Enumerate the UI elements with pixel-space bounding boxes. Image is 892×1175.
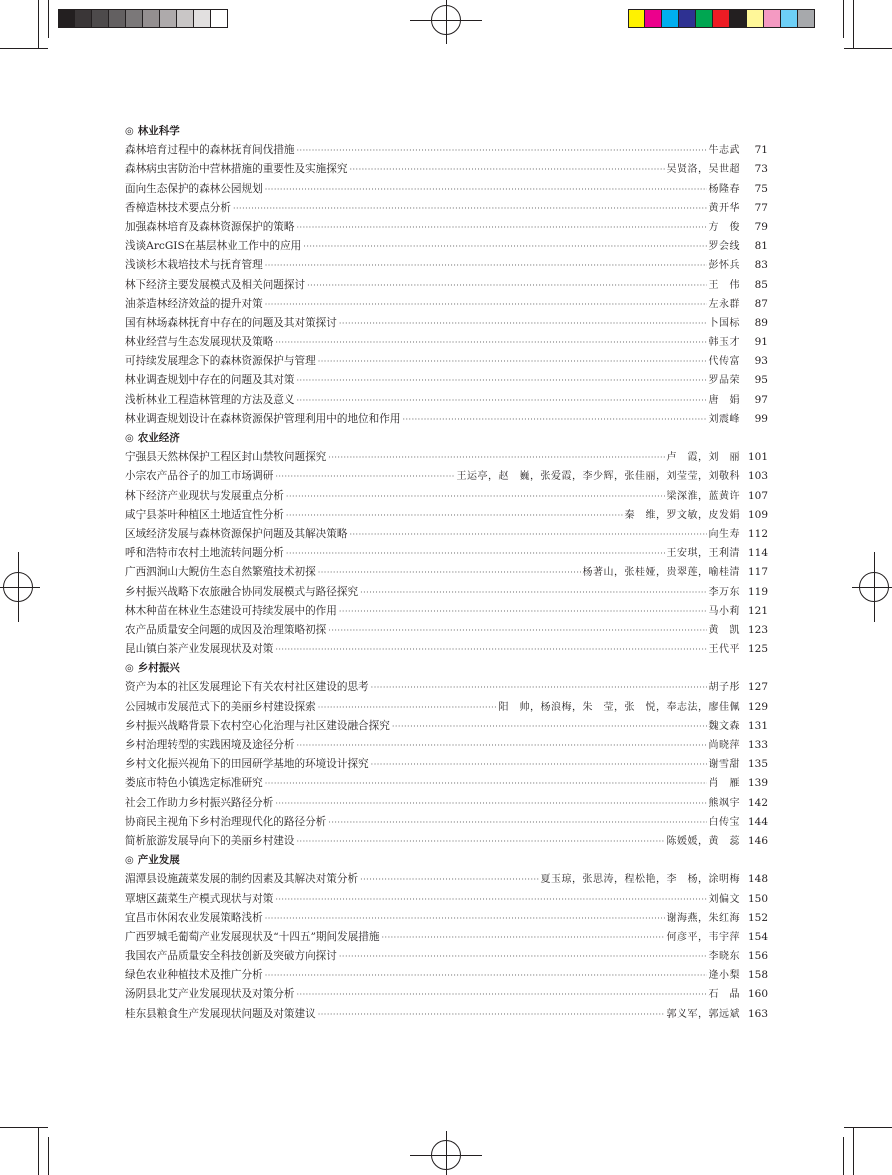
page-number: 87 bbox=[754, 297, 768, 310]
page-number: 71 bbox=[754, 144, 768, 157]
article-authors: 吴贤洛，吴世超 bbox=[666, 164, 740, 176]
dot-leader bbox=[275, 467, 454, 486]
page-number: 117 bbox=[747, 566, 768, 579]
page-number: 156 bbox=[747, 950, 768, 963]
dot-leader bbox=[360, 583, 706, 602]
article-authors: 何彦平，韦宇萍 bbox=[666, 931, 740, 943]
page-number: 129 bbox=[747, 700, 768, 713]
toc-entry[interactable] bbox=[125, 237, 768, 256]
registration-line bbox=[446, 0, 447, 44]
dot-leader bbox=[286, 487, 665, 506]
page-number: 93 bbox=[754, 355, 768, 368]
color-swatch bbox=[662, 9, 679, 28]
article-title: 呼和浩特市农村土地流转问题分析 bbox=[125, 547, 284, 560]
color-swatch bbox=[730, 9, 747, 28]
article-authors: 杨著山，张桂娅，贵翠莲，喻桂清 bbox=[582, 567, 740, 579]
article-authors: 尚晓萍 bbox=[708, 740, 740, 751]
article-authors: 白传宝 bbox=[708, 816, 740, 828]
article-title: 昆山镇白茶产业发展现状及对策 bbox=[125, 643, 274, 656]
article-title: 油茶造林经济效益的提升对策 bbox=[125, 297, 263, 310]
toc-entry[interactable] bbox=[125, 966, 768, 985]
article-title: 浅析林业工程造林管理的方法及意义 bbox=[125, 393, 295, 406]
article-title: 乡村文化振兴视角下的田园研学基地的环境设计探究 bbox=[125, 758, 369, 771]
article-title: 香樟造林技术要点分析 bbox=[125, 201, 231, 214]
toc-entry[interactable] bbox=[125, 621, 768, 640]
article-title: 乡村振兴战略下农旅融合协同发展模式与路径探究 bbox=[125, 585, 359, 598]
dot-leader bbox=[328, 813, 706, 832]
color-swatch bbox=[109, 9, 126, 28]
dot-leader bbox=[233, 199, 707, 218]
dot-leader bbox=[382, 928, 665, 947]
toc-entry[interactable] bbox=[125, 602, 768, 621]
dot-leader bbox=[339, 602, 707, 621]
section-heading bbox=[125, 659, 768, 678]
table-of-contents bbox=[125, 122, 768, 1024]
section-heading bbox=[125, 122, 768, 141]
section-bullet-icon: ◎ bbox=[125, 663, 134, 675]
page-number: 95 bbox=[754, 374, 768, 387]
article-title: 汤阴县北艾产业发展现状及对策分析 bbox=[125, 988, 295, 1001]
article-title: 社会工作助力乡村振兴路径分析 bbox=[125, 796, 274, 809]
crop-mark bbox=[48, 0, 49, 38]
dot-leader bbox=[318, 1005, 665, 1024]
dot-leader bbox=[265, 909, 665, 928]
article-title: 资产为本的社区发展理论下有关农村社区建设的思考 bbox=[125, 681, 369, 694]
article-authors: 谢雪甜 bbox=[708, 759, 740, 771]
toc-entry[interactable] bbox=[125, 487, 768, 506]
page-number: 109 bbox=[747, 508, 768, 521]
section-heading bbox=[125, 851, 768, 870]
article-title: 浅谈杉木栽培技术与抚育管理 bbox=[125, 259, 263, 272]
toc-entry[interactable] bbox=[125, 276, 768, 295]
article-title: 小宗农产品谷子的加工市场调研 bbox=[125, 470, 274, 483]
toc-entry[interactable] bbox=[125, 333, 768, 352]
crop-mark bbox=[38, 0, 39, 48]
dot-leader bbox=[297, 371, 707, 390]
section-title: 产业发展 bbox=[137, 854, 180, 867]
registration-line bbox=[852, 587, 892, 588]
article-title: 协商民主视角下乡村治理现代化的路径分析 bbox=[125, 815, 327, 828]
dot-leader bbox=[265, 180, 707, 199]
crop-mark bbox=[38, 1127, 39, 1175]
page-number: 152 bbox=[747, 911, 768, 924]
article-authors: 卢 霞，刘 丽 bbox=[666, 452, 740, 464]
grayscale-strip bbox=[58, 9, 228, 28]
article-authors: 王运亭，赵 巍，张爱霞，李少辉，张佳丽，刘莹莹，刘敬科 bbox=[456, 471, 740, 483]
section-bullet-icon: ◎ bbox=[125, 433, 134, 444]
article-authors: 梁深淮，蓝黄许 bbox=[666, 490, 740, 502]
crop-mark bbox=[0, 48, 48, 49]
article-authors: 肖 雁 bbox=[708, 778, 740, 790]
toc-entry[interactable] bbox=[125, 295, 768, 314]
toc-entry[interactable] bbox=[125, 774, 768, 793]
registration-line bbox=[874, 552, 875, 622]
toc-entry[interactable] bbox=[125, 371, 768, 390]
section-bullet-icon: ◎ bbox=[125, 126, 134, 137]
crop-mark bbox=[844, 1127, 892, 1128]
color-swatch bbox=[75, 9, 92, 28]
color-swatch bbox=[713, 9, 730, 28]
article-title: 乡村振兴战略背景下农村空心化治理与社区建设融合探究 bbox=[125, 719, 390, 732]
page-number: 91 bbox=[754, 336, 768, 349]
article-authors: 石 晶 bbox=[708, 989, 740, 1001]
page-number: 127 bbox=[747, 681, 768, 694]
toc-entry[interactable] bbox=[125, 1005, 768, 1024]
article-title: 桂东县粮食生产发展现状问题及对策建议 bbox=[125, 1007, 316, 1020]
page-number: 89 bbox=[754, 316, 768, 329]
dot-leader bbox=[286, 544, 665, 563]
section-title: 林业科学 bbox=[137, 125, 180, 137]
dot-leader bbox=[297, 736, 707, 755]
page-number: 158 bbox=[747, 969, 768, 982]
dot-leader bbox=[339, 314, 707, 333]
toc-entry[interactable] bbox=[125, 352, 768, 371]
article-authors: 彭怀兵 bbox=[708, 260, 740, 272]
dot-leader bbox=[371, 678, 707, 697]
color-swatch bbox=[781, 9, 798, 28]
section-heading bbox=[125, 429, 768, 448]
crop-mark bbox=[853, 1127, 854, 1175]
article-authors: 黄 凯 bbox=[708, 624, 740, 636]
dot-leader bbox=[328, 621, 706, 640]
page-number: 83 bbox=[754, 259, 768, 272]
article-title: 林业调查规划中存在的问题及其对策 bbox=[125, 374, 295, 387]
article-authors: 王 伟 bbox=[708, 279, 740, 291]
article-title: 广西泗涧山大鲵仿生态自然繁殖技术初探 bbox=[125, 566, 316, 579]
color-swatch bbox=[628, 9, 645, 28]
dot-leader bbox=[297, 832, 665, 851]
page-number: 75 bbox=[754, 182, 768, 195]
crop-mark bbox=[0, 1127, 48, 1128]
article-title: 林下经济主要发展模式及相关问题探讨 bbox=[125, 278, 306, 291]
toc-entry[interactable] bbox=[125, 947, 768, 966]
page-number: 73 bbox=[754, 163, 768, 176]
article-title: 林下经济产业现状与发展重点分析 bbox=[125, 489, 284, 502]
toc-entry[interactable] bbox=[125, 717, 768, 736]
article-title: 宜昌市休闲农业发展策略浅析 bbox=[125, 911, 263, 924]
page-number: 123 bbox=[747, 623, 768, 636]
crop-mark bbox=[843, 1137, 844, 1175]
section-bullet-icon: ◎ bbox=[125, 855, 134, 867]
article-authors: 逄小梨 bbox=[708, 970, 740, 982]
toc-entry[interactable] bbox=[125, 832, 768, 851]
color-strip bbox=[628, 9, 815, 28]
dot-leader bbox=[275, 333, 706, 352]
toc-entry[interactable] bbox=[125, 928, 768, 947]
article-authors: 卜国标 bbox=[708, 317, 740, 329]
article-authors: 熊飒宇 bbox=[708, 797, 740, 809]
dot-leader bbox=[307, 276, 706, 295]
toc-entry[interactable] bbox=[125, 698, 768, 717]
article-authors: 李晓东 bbox=[708, 951, 740, 963]
page-number: 81 bbox=[754, 240, 768, 253]
article-authors: 向生寿 bbox=[708, 528, 740, 540]
page-number: 163 bbox=[747, 1007, 768, 1020]
article-authors: 李万东 bbox=[708, 586, 740, 598]
article-title: 森林培育过程中的森林抚育间伐措施 bbox=[125, 144, 295, 157]
article-title: 区域经济发展与森林资源保护问题及其解决策略 bbox=[125, 527, 348, 540]
article-title: 我国农产品质量安全科技创新及突破方向探讨 bbox=[125, 950, 337, 963]
dot-leader bbox=[265, 966, 707, 985]
toc-entry[interactable] bbox=[125, 985, 768, 1004]
article-authors: 魏文森 bbox=[708, 720, 740, 732]
toc-entry[interactable] bbox=[125, 870, 768, 889]
color-swatch bbox=[177, 9, 194, 28]
color-swatch bbox=[92, 9, 109, 28]
article-authors: 刘震峰 bbox=[708, 413, 740, 425]
article-title: 林业调查规划设计在森林资源保护管理利用中的地位和作用 bbox=[125, 412, 401, 425]
section-title: 农业经济 bbox=[137, 432, 180, 444]
page-number: 142 bbox=[747, 796, 768, 809]
dot-leader bbox=[371, 755, 707, 774]
color-swatch bbox=[696, 9, 713, 28]
article-title: 国有林场森林抚育中存在的问题及其对策探讨 bbox=[125, 316, 337, 329]
color-swatch bbox=[126, 9, 143, 28]
registration-line bbox=[410, 1155, 482, 1156]
dot-leader bbox=[297, 985, 707, 1004]
page-number: 150 bbox=[747, 892, 768, 905]
color-swatch bbox=[679, 9, 696, 28]
color-swatch bbox=[764, 9, 781, 28]
article-title: 公园城市发展范式下的美丽乡村建设探索 bbox=[125, 700, 316, 713]
dot-leader bbox=[392, 717, 707, 736]
page-number: 107 bbox=[747, 489, 768, 502]
toc-entry[interactable] bbox=[125, 448, 768, 467]
color-swatch bbox=[160, 9, 177, 28]
article-authors: 胡子彤 bbox=[708, 682, 740, 694]
registration-line bbox=[446, 1131, 447, 1175]
dot-leader bbox=[297, 218, 707, 237]
toc-entry[interactable] bbox=[125, 256, 768, 275]
article-title: 湄潭县设施蔬菜发展的制约因素及其解决对策分析 bbox=[125, 873, 359, 886]
page-number: 154 bbox=[747, 930, 768, 943]
page-number: 97 bbox=[754, 393, 768, 406]
dot-leader bbox=[275, 890, 706, 909]
page-number: 77 bbox=[754, 201, 768, 214]
page-number: 131 bbox=[747, 719, 768, 732]
article-title: 绿色农业种植技术及推广分析 bbox=[125, 969, 263, 982]
toc-entry[interactable] bbox=[125, 678, 768, 697]
article-authors: 秦 维，罗文敏，皮发娟 bbox=[624, 509, 740, 521]
article-authors: 牛志武 bbox=[708, 145, 740, 157]
article-authors: 唐 娟 bbox=[708, 394, 740, 406]
article-authors: 陈媛媛，黄 蕊 bbox=[666, 835, 740, 847]
dot-leader bbox=[339, 947, 707, 966]
dot-leader bbox=[275, 794, 706, 813]
toc-entry[interactable] bbox=[125, 583, 768, 602]
article-authors: 韩玉才 bbox=[708, 337, 740, 349]
article-title: 森林病虫害防治中营林措施的重要性及实施探究 bbox=[125, 163, 348, 176]
article-title: 加强森林培育及森林资源保护的策略 bbox=[125, 220, 295, 233]
dot-leader bbox=[286, 506, 623, 525]
page-number: 79 bbox=[754, 220, 768, 233]
article-authors: 阳 帅，杨浪梅，朱 莹，张 悦，奉志法，廖佳佩 bbox=[498, 701, 740, 713]
color-swatch bbox=[645, 9, 662, 28]
toc-entry[interactable] bbox=[125, 160, 768, 179]
dot-leader bbox=[318, 698, 497, 717]
article-authors: 谢海燕，朱红海 bbox=[666, 912, 740, 924]
toc-entry[interactable] bbox=[125, 755, 768, 774]
article-authors: 黄开华 bbox=[708, 202, 740, 214]
article-authors: 方 俊 bbox=[708, 221, 740, 233]
article-authors: 王代平 bbox=[708, 644, 740, 656]
article-title: 乡村治理转型的实践困境及途径分析 bbox=[125, 739, 295, 751]
crop-mark bbox=[48, 1137, 49, 1175]
color-swatch bbox=[798, 9, 815, 28]
crop-mark bbox=[844, 48, 892, 49]
dot-leader bbox=[265, 774, 707, 793]
toc-entry[interactable] bbox=[125, 467, 768, 486]
article-authors: 左永群 bbox=[708, 298, 740, 310]
page-number: 121 bbox=[747, 604, 768, 617]
toc-entry[interactable] bbox=[125, 525, 768, 544]
article-title: 面向生态保护的森林公园规划 bbox=[125, 182, 263, 195]
crop-mark bbox=[843, 0, 844, 38]
article-authors: 王安琪，王利清 bbox=[666, 548, 740, 560]
dot-leader bbox=[303, 237, 706, 256]
page-number: 139 bbox=[747, 777, 768, 790]
toc-entry[interactable] bbox=[125, 506, 768, 525]
article-title: 咸宁县茶叶种植区土地适宜性分析 bbox=[125, 508, 284, 521]
article-title: 可持续发展理念下的森林资源保护与管理 bbox=[125, 355, 316, 368]
article-title: 林木种苗在林业生态建设可持续发展中的作用 bbox=[125, 604, 337, 617]
color-swatch bbox=[747, 9, 764, 28]
page-number: 125 bbox=[747, 643, 768, 656]
dot-leader bbox=[360, 870, 538, 889]
page-number: 160 bbox=[747, 988, 768, 1001]
dot-leader bbox=[402, 410, 706, 429]
toc-entry[interactable] bbox=[125, 180, 768, 199]
toc-entry[interactable] bbox=[125, 199, 768, 218]
dot-leader bbox=[265, 295, 707, 314]
article-title: 林业经营与生态发展现状及策略 bbox=[125, 336, 274, 349]
article-authors: 夏玉琼，张思涛，程松艳，李 杨，涂明梅 bbox=[540, 874, 740, 886]
article-title: 农产品质量安全问题的成因及治理策略初探 bbox=[125, 623, 327, 636]
toc-entry[interactable] bbox=[125, 794, 768, 813]
section-title: 乡村振兴 bbox=[137, 662, 180, 675]
registration-line bbox=[0, 587, 40, 588]
color-swatch bbox=[143, 9, 160, 28]
toc-entry[interactable] bbox=[125, 544, 768, 563]
article-authors: 罗品荣 bbox=[708, 375, 740, 387]
article-authors: 马小莉 bbox=[708, 605, 740, 617]
page-number: 148 bbox=[747, 873, 768, 886]
toc-entry[interactable] bbox=[125, 890, 768, 909]
article-title: 娄底市特色小镇选定标准研究 bbox=[125, 777, 263, 790]
article-title: 简析旅游发展导向下的美丽乡村建设 bbox=[125, 834, 295, 847]
toc-entry[interactable] bbox=[125, 141, 768, 160]
dot-leader bbox=[349, 160, 664, 179]
article-authors: 代传富 bbox=[708, 356, 740, 368]
toc-entry[interactable] bbox=[125, 314, 768, 333]
dot-leader bbox=[275, 640, 706, 659]
toc-entry[interactable] bbox=[125, 813, 768, 832]
toc-entry[interactable] bbox=[125, 640, 768, 659]
page-number: 103 bbox=[747, 470, 768, 483]
crop-mark bbox=[853, 0, 854, 48]
color-swatch bbox=[58, 9, 75, 28]
dot-leader bbox=[349, 525, 706, 544]
toc-entry[interactable] bbox=[125, 218, 768, 237]
page-number: 135 bbox=[747, 758, 768, 771]
article-authors: 罗会线 bbox=[708, 241, 740, 253]
toc-entry[interactable] bbox=[125, 391, 768, 410]
dot-leader bbox=[318, 563, 581, 582]
toc-entry[interactable] bbox=[125, 410, 768, 429]
toc-entry[interactable] bbox=[125, 909, 768, 928]
color-swatch bbox=[211, 9, 228, 28]
article-title: 宁强县天然林保护工程区封山禁牧问题探究 bbox=[125, 451, 327, 464]
article-authors: 杨隆春 bbox=[708, 183, 740, 195]
registration-line bbox=[410, 20, 482, 21]
page-number: 114 bbox=[747, 547, 768, 560]
dot-leader bbox=[297, 141, 707, 160]
dot-leader bbox=[297, 391, 707, 410]
article-title: 广西罗城毛葡萄产业发展现状及“十四五”期间发展措施 bbox=[125, 930, 380, 943]
color-swatch bbox=[194, 9, 211, 28]
page-number: 101 bbox=[747, 451, 768, 464]
dot-leader bbox=[328, 448, 664, 467]
toc-entry[interactable] bbox=[125, 736, 768, 755]
page-number: 99 bbox=[754, 412, 768, 425]
dot-leader bbox=[318, 352, 707, 371]
page-number: 146 bbox=[747, 834, 768, 847]
registration-line bbox=[18, 552, 19, 622]
article-title: 覃塘区蔬菜生产模式现状与对策 bbox=[125, 892, 274, 905]
page-number: 112 bbox=[747, 527, 768, 540]
page-number: 119 bbox=[747, 585, 768, 598]
page-number: 144 bbox=[747, 815, 768, 828]
page-number: 85 bbox=[754, 278, 768, 291]
article-authors: 郭义军，郭远斌 bbox=[666, 1008, 740, 1020]
toc-entry[interactable] bbox=[125, 563, 768, 582]
page-number: 133 bbox=[747, 739, 768, 751]
article-title: 浅谈ArcGIS在基层林业工作中的应用 bbox=[125, 240, 302, 253]
article-authors: 刘偏文 bbox=[708, 893, 740, 905]
dot-leader bbox=[265, 256, 707, 275]
